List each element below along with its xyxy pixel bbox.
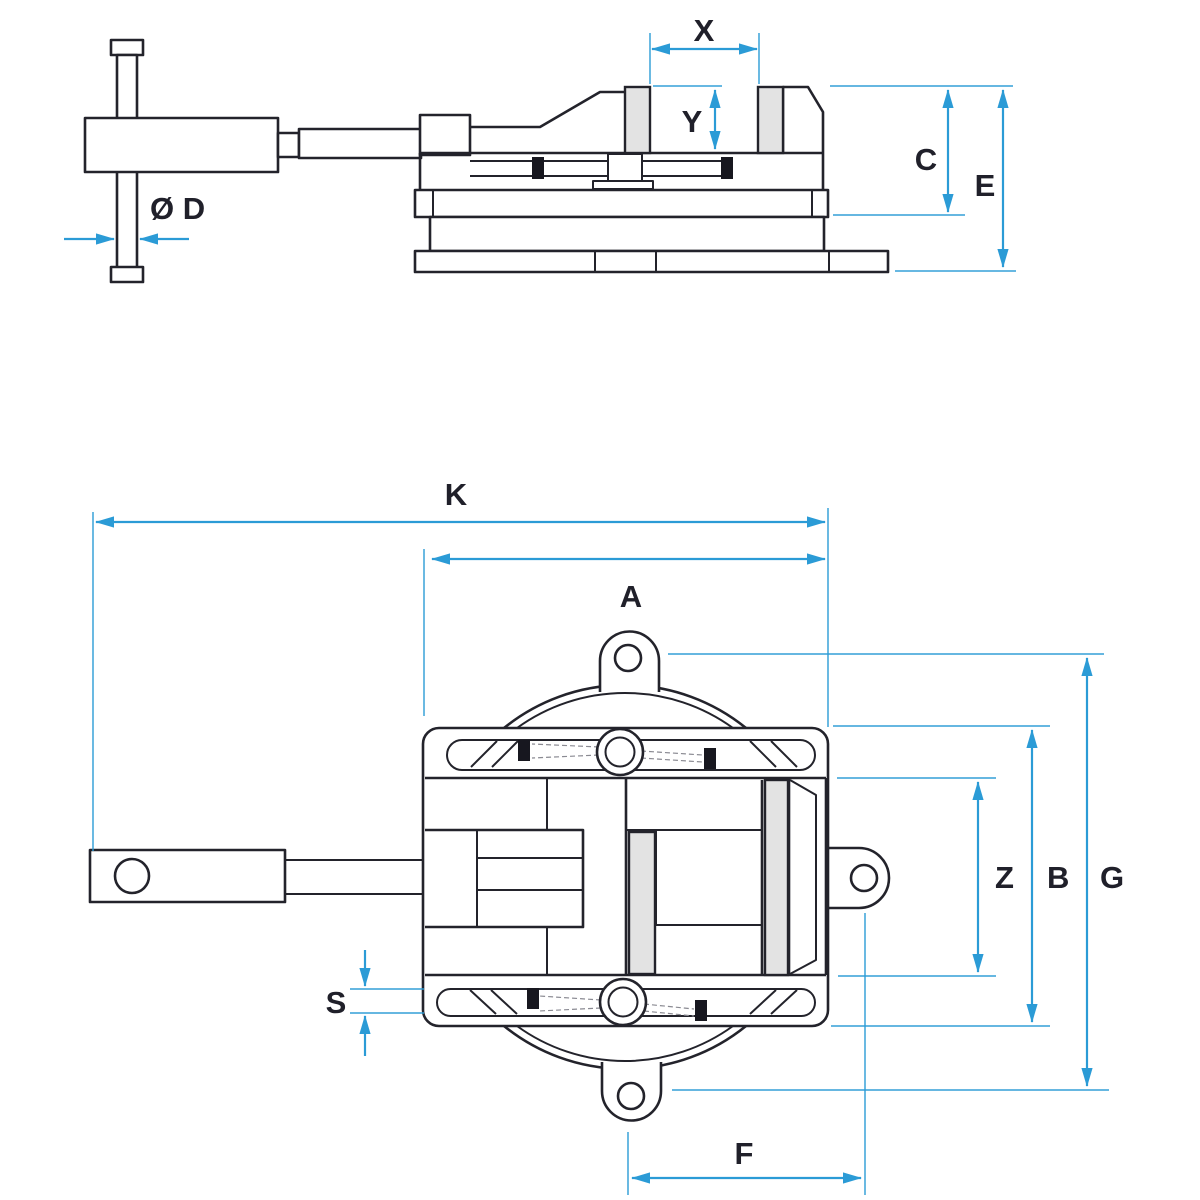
screw-nut-block [608,154,642,181]
lead-screw [470,161,722,176]
screw-stop-left [532,157,544,179]
spindle-shaft [299,129,421,158]
dimension-label-e: E [974,168,996,203]
dimension-E [895,90,1016,271]
jaw-plate-movable-plan [629,832,655,974]
vise-body-side [415,87,888,272]
dimension-S [326,950,424,1056]
clamp-bolt-bottom-right [695,1000,707,1021]
jaw-plate-fixed-plan [765,780,788,975]
screw-nut-base [593,181,653,189]
dimension-label-y: Y [681,104,703,139]
handle-shaft-plan [285,860,424,894]
handle-knob-top [111,40,143,55]
dimension-X [650,13,759,84]
swivel-middle-tier [430,217,824,251]
dimension-label-a: A [619,579,643,614]
clamp-bolt-top-right [704,748,716,769]
lug-top [600,632,659,693]
clamp-bolt-top-left [518,740,530,761]
handle-plan [90,850,424,902]
dimension-label-c: C [914,142,938,177]
lug-bottom [602,1062,661,1121]
pivot-boss-bottom [600,979,646,1025]
dimension-label-x: X [693,13,715,48]
handle-bar-plan [90,850,285,902]
swivel-base-flange [415,251,888,272]
dimension-label-s: S [325,985,347,1020]
handle-rod-lower [117,171,137,268]
handle-hub [85,118,278,172]
handle-crank [85,40,421,282]
plan-view [90,632,889,1121]
carriage-bed [415,190,828,217]
screw-collar [420,115,470,155]
movable-jaw-profile [470,92,625,127]
dimension-label-k: K [444,477,468,512]
handle-rod-upper [117,55,137,119]
dimension-label-f: F [734,1136,754,1171]
pivot-boss-top [597,729,643,775]
dimension-Y [653,86,722,149]
clamp-bolt-bottom-left [527,988,539,1009]
swivel-arc-top-inner [517,693,733,728]
dimension-label-z: Z [995,860,1014,895]
lug-right [824,848,889,908]
jaw-plate-left [625,87,650,153]
side-view [85,40,888,282]
screw-stop-right [721,157,733,179]
handle-knob-bottom [111,267,143,282]
dimension-label-diameter-d: Ø D [150,191,206,226]
jaw-plate-right [758,87,783,153]
dimension-label-g: G [1100,860,1125,895]
fixed-jaw-profile [783,87,823,190]
dimension-label-b: B [1047,860,1070,895]
spindle-neck [278,133,299,157]
swivel-arc-bottom-inner [517,1026,733,1061]
